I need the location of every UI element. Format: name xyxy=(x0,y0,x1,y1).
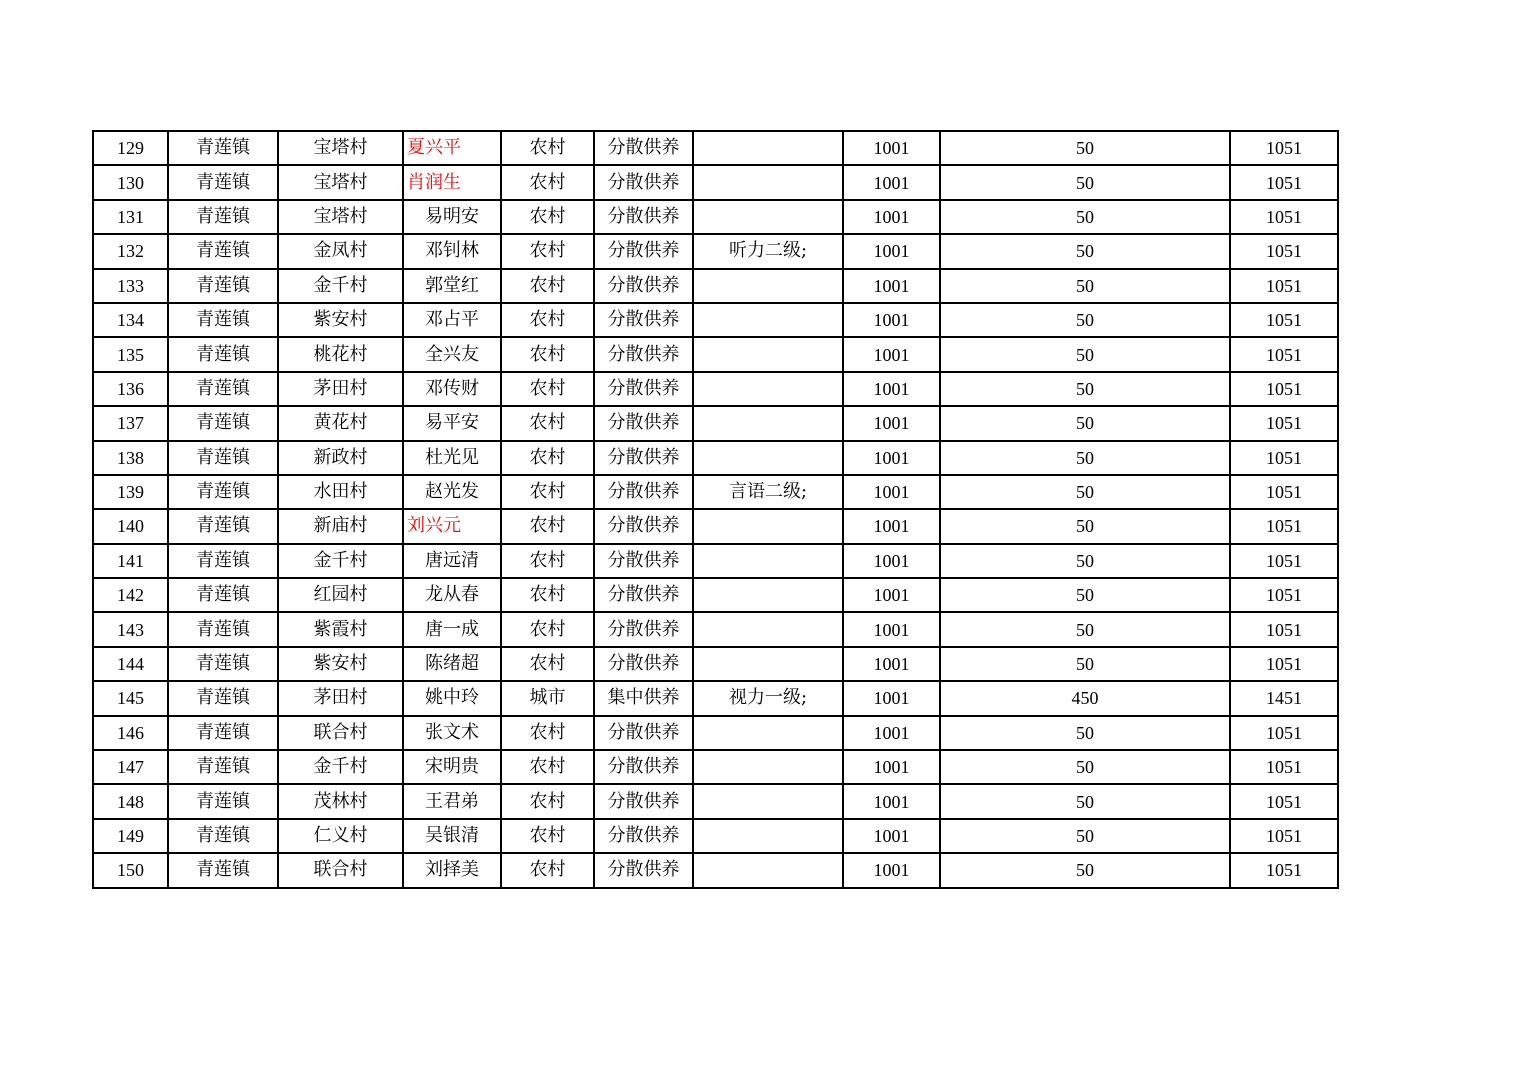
cell-disability xyxy=(693,406,843,440)
table-row xyxy=(93,131,1338,165)
cell-disability xyxy=(693,131,843,165)
cell-disability xyxy=(693,784,843,818)
cell-disability xyxy=(693,200,843,234)
cell-total-amount: 1051 xyxy=(1230,372,1338,406)
cell-total-amount: 1051 xyxy=(1230,441,1338,475)
cell-town: 青莲镇 xyxy=(168,578,278,612)
cell-area-type: 农村 xyxy=(501,269,594,303)
cell-disability xyxy=(693,303,843,337)
cell-name: 龙从春 xyxy=(403,578,501,612)
cell-subsidy-amount: 50 xyxy=(940,165,1230,199)
cell-name: 邓钊林 xyxy=(403,234,501,268)
table-row xyxy=(93,406,1338,440)
cell-total-amount: 1051 xyxy=(1230,406,1338,440)
cell-area-type: 农村 xyxy=(501,647,594,681)
cell-disability xyxy=(693,612,843,646)
cell-disability: 听力二级; xyxy=(693,234,843,268)
cell-base-amount: 1001 xyxy=(843,578,940,612)
cell-support-type: 分散供养 xyxy=(594,509,693,543)
cell-name: 陈绪超 xyxy=(403,647,501,681)
cell-base-amount: 1001 xyxy=(843,819,940,853)
cell-number: 143 xyxy=(93,612,168,646)
cell-name: 夏兴平 xyxy=(403,131,501,165)
cell-area-type: 农村 xyxy=(501,578,594,612)
cell-total-amount: 1051 xyxy=(1230,544,1338,578)
table-row xyxy=(93,269,1338,303)
cell-base-amount: 1001 xyxy=(843,303,940,337)
cell-subsidy-amount: 50 xyxy=(940,234,1230,268)
recipient-table xyxy=(92,130,1339,889)
cell-area-type: 农村 xyxy=(501,303,594,337)
cell-number: 141 xyxy=(93,544,168,578)
cell-base-amount: 1001 xyxy=(843,509,940,543)
cell-base-amount: 1001 xyxy=(843,681,940,715)
cell-disability xyxy=(693,647,843,681)
cell-support-type: 分散供养 xyxy=(594,131,693,165)
cell-base-amount: 1001 xyxy=(843,372,940,406)
cell-total-amount: 1051 xyxy=(1230,165,1338,199)
cell-number: 149 xyxy=(93,819,168,853)
cell-name: 郭堂红 xyxy=(403,269,501,303)
cell-disability xyxy=(693,716,843,750)
cell-subsidy-amount: 50 xyxy=(940,337,1230,371)
cell-total-amount: 1051 xyxy=(1230,234,1338,268)
cell-total-amount: 1051 xyxy=(1230,750,1338,784)
cell-village: 紫安村 xyxy=(278,303,403,337)
cell-name: 刘择美 xyxy=(403,853,501,887)
cell-subsidy-amount: 50 xyxy=(940,612,1230,646)
cell-name: 唐一成 xyxy=(403,612,501,646)
table-row xyxy=(93,681,1338,715)
cell-name: 吴银清 xyxy=(403,819,501,853)
cell-name: 易明安 xyxy=(403,200,501,234)
cell-subsidy-amount: 50 xyxy=(940,819,1230,853)
cell-disability xyxy=(693,578,843,612)
cell-subsidy-amount: 50 xyxy=(940,441,1230,475)
cell-name: 宋明贵 xyxy=(403,750,501,784)
cell-town: 青莲镇 xyxy=(168,784,278,818)
cell-number: 129 xyxy=(93,131,168,165)
cell-village: 茂林村 xyxy=(278,784,403,818)
cell-area-type: 农村 xyxy=(501,612,594,646)
cell-subsidy-amount: 50 xyxy=(940,578,1230,612)
cell-support-type: 集中供养 xyxy=(594,681,693,715)
cell-base-amount: 1001 xyxy=(843,269,940,303)
table-row xyxy=(93,372,1338,406)
cell-area-type: 农村 xyxy=(501,131,594,165)
cell-disability xyxy=(693,544,843,578)
cell-disability xyxy=(693,853,843,887)
cell-subsidy-amount: 50 xyxy=(940,131,1230,165)
cell-total-amount: 1051 xyxy=(1230,578,1338,612)
cell-disability xyxy=(693,819,843,853)
cell-village: 金千村 xyxy=(278,750,403,784)
table-row xyxy=(93,475,1338,509)
table-row xyxy=(93,647,1338,681)
table-row xyxy=(93,544,1338,578)
cell-subsidy-amount: 50 xyxy=(940,716,1230,750)
cell-area-type: 农村 xyxy=(501,784,594,818)
cell-total-amount: 1051 xyxy=(1230,853,1338,887)
cell-village: 紫安村 xyxy=(278,647,403,681)
table-row xyxy=(93,509,1338,543)
cell-support-type: 分散供养 xyxy=(594,441,693,475)
cell-total-amount: 1051 xyxy=(1230,200,1338,234)
cell-village: 黄花村 xyxy=(278,406,403,440)
cell-total-amount: 1051 xyxy=(1230,475,1338,509)
cell-number: 135 xyxy=(93,337,168,371)
cell-name: 邓占平 xyxy=(403,303,501,337)
cell-total-amount: 1051 xyxy=(1230,716,1338,750)
cell-total-amount: 1451 xyxy=(1230,681,1338,715)
cell-support-type: 分散供养 xyxy=(594,578,693,612)
cell-support-type: 分散供养 xyxy=(594,303,693,337)
cell-base-amount: 1001 xyxy=(843,544,940,578)
cell-number: 147 xyxy=(93,750,168,784)
cell-name: 唐远清 xyxy=(403,544,501,578)
cell-number: 131 xyxy=(93,200,168,234)
cell-number: 134 xyxy=(93,303,168,337)
cell-support-type: 分散供养 xyxy=(594,716,693,750)
cell-subsidy-amount: 50 xyxy=(940,475,1230,509)
cell-disability xyxy=(693,509,843,543)
table-row xyxy=(93,578,1338,612)
cell-area-type: 农村 xyxy=(501,716,594,750)
cell-town: 青莲镇 xyxy=(168,475,278,509)
cell-base-amount: 1001 xyxy=(843,337,940,371)
cell-name: 杜光见 xyxy=(403,441,501,475)
cell-village: 桃花村 xyxy=(278,337,403,371)
cell-name: 姚中玲 xyxy=(403,681,501,715)
cell-base-amount: 1001 xyxy=(843,647,940,681)
cell-village: 仁义村 xyxy=(278,819,403,853)
cell-support-type: 分散供养 xyxy=(594,750,693,784)
cell-subsidy-amount: 50 xyxy=(940,647,1230,681)
cell-name: 王君弟 xyxy=(403,784,501,818)
cell-area-type: 农村 xyxy=(501,200,594,234)
cell-number: 144 xyxy=(93,647,168,681)
cell-town: 青莲镇 xyxy=(168,131,278,165)
cell-support-type: 分散供养 xyxy=(594,372,693,406)
cell-name: 张文术 xyxy=(403,716,501,750)
cell-support-type: 分散供养 xyxy=(594,337,693,371)
cell-base-amount: 1001 xyxy=(843,165,940,199)
cell-village: 金千村 xyxy=(278,544,403,578)
cell-town: 青莲镇 xyxy=(168,372,278,406)
cell-town: 青莲镇 xyxy=(168,647,278,681)
cell-village: 红园村 xyxy=(278,578,403,612)
cell-total-amount: 1051 xyxy=(1230,819,1338,853)
cell-area-type: 农村 xyxy=(501,234,594,268)
cell-town: 青莲镇 xyxy=(168,200,278,234)
cell-area-type: 农村 xyxy=(501,853,594,887)
cell-town: 青莲镇 xyxy=(168,337,278,371)
cell-village: 紫霞村 xyxy=(278,612,403,646)
cell-disability xyxy=(693,269,843,303)
cell-support-type: 分散供养 xyxy=(594,406,693,440)
cell-disability xyxy=(693,750,843,784)
cell-area-type: 农村 xyxy=(501,750,594,784)
cell-town: 青莲镇 xyxy=(168,509,278,543)
cell-subsidy-amount: 50 xyxy=(940,372,1230,406)
cell-support-type: 分散供养 xyxy=(594,853,693,887)
cell-village: 宝塔村 xyxy=(278,200,403,234)
cell-village: 金凤村 xyxy=(278,234,403,268)
table-row xyxy=(93,165,1338,199)
cell-town: 青莲镇 xyxy=(168,441,278,475)
cell-total-amount: 1051 xyxy=(1230,647,1338,681)
cell-number: 133 xyxy=(93,269,168,303)
cell-support-type: 分散供养 xyxy=(594,647,693,681)
cell-base-amount: 1001 xyxy=(843,234,940,268)
cell-base-amount: 1001 xyxy=(843,750,940,784)
cell-subsidy-amount: 50 xyxy=(940,544,1230,578)
cell-town: 青莲镇 xyxy=(168,612,278,646)
cell-number: 136 xyxy=(93,372,168,406)
cell-town: 青莲镇 xyxy=(168,269,278,303)
table-row xyxy=(93,612,1338,646)
cell-base-amount: 1001 xyxy=(843,612,940,646)
cell-total-amount: 1051 xyxy=(1230,509,1338,543)
cell-number: 137 xyxy=(93,406,168,440)
cell-town: 青莲镇 xyxy=(168,544,278,578)
cell-town: 青莲镇 xyxy=(168,681,278,715)
cell-number: 146 xyxy=(93,716,168,750)
cell-disability xyxy=(693,441,843,475)
cell-base-amount: 1001 xyxy=(843,475,940,509)
cell-village: 茅田村 xyxy=(278,681,403,715)
cell-subsidy-amount: 50 xyxy=(940,303,1230,337)
cell-name: 刘兴元 xyxy=(403,509,501,543)
cell-number: 140 xyxy=(93,509,168,543)
table-row xyxy=(93,441,1338,475)
cell-total-amount: 1051 xyxy=(1230,131,1338,165)
cell-village: 金千村 xyxy=(278,269,403,303)
cell-area-type: 农村 xyxy=(501,165,594,199)
table-body xyxy=(93,131,1338,888)
table-row xyxy=(93,337,1338,371)
cell-number: 130 xyxy=(93,165,168,199)
cell-number: 148 xyxy=(93,784,168,818)
table-row xyxy=(93,784,1338,818)
cell-subsidy-amount: 50 xyxy=(940,200,1230,234)
cell-number: 150 xyxy=(93,853,168,887)
cell-name: 全兴友 xyxy=(403,337,501,371)
cell-base-amount: 1001 xyxy=(843,853,940,887)
cell-area-type: 农村 xyxy=(501,337,594,371)
cell-subsidy-amount: 50 xyxy=(940,853,1230,887)
cell-total-amount: 1051 xyxy=(1230,269,1338,303)
cell-base-amount: 1001 xyxy=(843,784,940,818)
cell-area-type: 农村 xyxy=(501,441,594,475)
cell-name: 赵光发 xyxy=(403,475,501,509)
cell-village: 新政村 xyxy=(278,441,403,475)
cell-village: 新庙村 xyxy=(278,509,403,543)
cell-support-type: 分散供养 xyxy=(594,234,693,268)
cell-disability xyxy=(693,372,843,406)
cell-village: 联合村 xyxy=(278,853,403,887)
cell-support-type: 分散供养 xyxy=(594,819,693,853)
cell-support-type: 分散供养 xyxy=(594,544,693,578)
cell-subsidy-amount: 50 xyxy=(940,509,1230,543)
cell-disability: 视力一级; xyxy=(693,681,843,715)
cell-subsidy-amount: 50 xyxy=(940,406,1230,440)
cell-disability xyxy=(693,337,843,371)
cell-base-amount: 1001 xyxy=(843,716,940,750)
cell-base-amount: 1001 xyxy=(843,406,940,440)
cell-total-amount: 1051 xyxy=(1230,303,1338,337)
cell-total-amount: 1051 xyxy=(1230,784,1338,818)
table-row xyxy=(93,200,1338,234)
cell-number: 132 xyxy=(93,234,168,268)
cell-support-type: 分散供养 xyxy=(594,475,693,509)
cell-subsidy-amount: 50 xyxy=(940,784,1230,818)
cell-name: 邓传财 xyxy=(403,372,501,406)
cell-total-amount: 1051 xyxy=(1230,612,1338,646)
cell-area-type: 农村 xyxy=(501,509,594,543)
cell-area-type: 农村 xyxy=(501,372,594,406)
cell-town: 青莲镇 xyxy=(168,716,278,750)
table-row xyxy=(93,853,1338,887)
table-row xyxy=(93,716,1338,750)
cell-town: 青莲镇 xyxy=(168,853,278,887)
cell-total-amount: 1051 xyxy=(1230,337,1338,371)
cell-town: 青莲镇 xyxy=(168,819,278,853)
cell-area-type: 农村 xyxy=(501,406,594,440)
table-row xyxy=(93,819,1338,853)
cell-area-type: 农村 xyxy=(501,819,594,853)
cell-town: 青莲镇 xyxy=(168,406,278,440)
cell-subsidy-amount: 50 xyxy=(940,750,1230,784)
cell-area-type: 城市 xyxy=(501,681,594,715)
cell-town: 青莲镇 xyxy=(168,165,278,199)
cell-support-type: 分散供养 xyxy=(594,784,693,818)
cell-subsidy-amount: 450 xyxy=(940,681,1230,715)
cell-disability: 言语二级; xyxy=(693,475,843,509)
cell-area-type: 农村 xyxy=(501,544,594,578)
cell-name: 肖润生 xyxy=(403,165,501,199)
cell-number: 138 xyxy=(93,441,168,475)
cell-town: 青莲镇 xyxy=(168,750,278,784)
cell-town: 青莲镇 xyxy=(168,234,278,268)
cell-village: 茅田村 xyxy=(278,372,403,406)
table-row xyxy=(93,303,1338,337)
cell-number: 145 xyxy=(93,681,168,715)
table-row xyxy=(93,234,1338,268)
cell-support-type: 分散供养 xyxy=(594,165,693,199)
cell-base-amount: 1001 xyxy=(843,131,940,165)
cell-support-type: 分散供养 xyxy=(594,200,693,234)
cell-village: 水田村 xyxy=(278,475,403,509)
cell-number: 142 xyxy=(93,578,168,612)
cell-subsidy-amount: 50 xyxy=(940,269,1230,303)
cell-area-type: 农村 xyxy=(501,475,594,509)
cell-town: 青莲镇 xyxy=(168,303,278,337)
cell-support-type: 分散供养 xyxy=(594,612,693,646)
table-row xyxy=(93,750,1338,784)
cell-base-amount: 1001 xyxy=(843,200,940,234)
cell-village: 宝塔村 xyxy=(278,131,403,165)
cell-name: 易平安 xyxy=(403,406,501,440)
cell-number: 139 xyxy=(93,475,168,509)
cell-village: 宝塔村 xyxy=(278,165,403,199)
cell-support-type: 分散供养 xyxy=(594,269,693,303)
cell-base-amount: 1001 xyxy=(843,441,940,475)
cell-disability xyxy=(693,165,843,199)
cell-village: 联合村 xyxy=(278,716,403,750)
